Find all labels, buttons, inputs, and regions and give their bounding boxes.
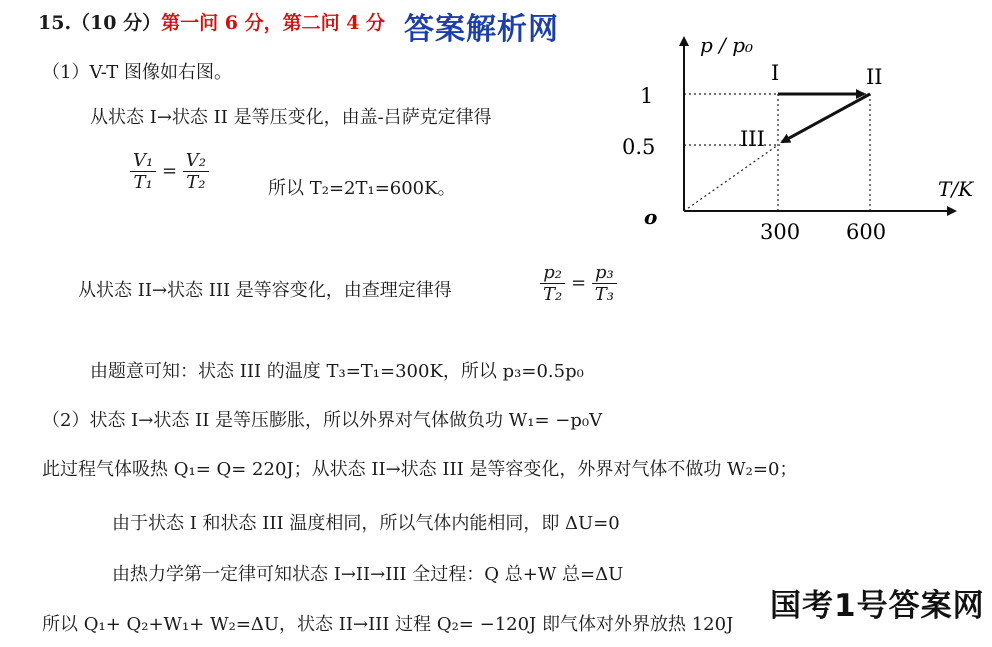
watermark-top: 答案解析网 <box>404 12 559 47</box>
text-line-2: 从状态 I→状态 II 是等压变化，由盖-吕萨克定律得 <box>90 107 492 128</box>
text-line-7: 此过程气体吸热 Q₁= Q= 220J；从状态 II→状态 III 是等容变化，外界对气体不做功 W₂=0； <box>42 459 798 480</box>
x-tick-label: 300 <box>760 220 801 244</box>
scoring-note: 第一问 6 分，第二问 4 分 <box>161 12 386 34</box>
text-line-3-result: 所以 T₂=2T₁=600K。 <box>268 178 456 199</box>
y-axis-label: p / p₀ <box>700 33 754 57</box>
formula-charles <box>540 262 617 305</box>
fraction-numerator: p₃ <box>592 262 617 284</box>
text-line-9: 由热力学第一定律可知状态 I→II→III 全过程：Q 总+W 总=ΔU <box>112 564 624 585</box>
question-number: 15.（10 分） <box>38 12 162 34</box>
fraction-numerator: p₂ <box>540 262 565 284</box>
text-line-4: 从状态 II→状态 III 是等容变化，由查理定律得 <box>78 280 452 301</box>
fraction-numerator: V₂ <box>183 150 209 172</box>
text-line-5: 由题意可知：状态 III 的温度 T₃=T₁=300K，所以 p₃=0.5p₀ <box>90 361 584 382</box>
y-tick-label: 1 <box>640 84 654 108</box>
x-tick-label: 600 <box>846 220 887 244</box>
fraction-right <box>183 150 209 193</box>
fraction-denominator: T₁ <box>133 172 153 193</box>
equals-sign: = <box>161 160 178 182</box>
fraction-denominator: T₂ <box>543 284 563 305</box>
state-label-ii: II <box>866 65 883 89</box>
fraction-left <box>540 262 565 305</box>
x-axis-label: T/K <box>938 177 974 201</box>
equals-sign: = <box>570 272 587 294</box>
text-line-1: （1）V-T 图像如右图。 <box>42 62 232 83</box>
text-line-6: （2）状态 I→状态 II 是等压膨胀，所以外界对气体做负功 W₁= −p₀V <box>42 410 603 431</box>
text-line-8: 由于状态 I 和状态 III 温度相同，所以气体内能相同，即 ΔU=0 <box>112 513 620 534</box>
formula-gay-lussac <box>130 150 209 193</box>
fraction-right <box>592 262 617 305</box>
fraction-denominator: T₂ <box>186 172 206 193</box>
fraction-denominator: T₃ <box>594 284 615 305</box>
pt-graph <box>600 28 990 253</box>
fraction-numerator: V₁ <box>130 150 156 172</box>
guide-line-origin <box>684 145 778 211</box>
state-label-iii: III <box>740 127 765 151</box>
fraction-left <box>130 150 156 193</box>
y-tick-label: 0.5 <box>622 135 656 159</box>
text-line-10: 所以 Q₁+ Q₂+W₁+ W₂=ΔU，状态 II→III 过程 Q₂= −120J 即气体对外界放热 120J <box>42 614 734 635</box>
process-arrow-ii-to-iii <box>782 94 870 142</box>
origin-label: o <box>644 205 658 229</box>
question-header <box>38 8 385 35</box>
watermark-bottom: 国考1号答案网 <box>770 588 985 624</box>
state-label-i: I <box>771 61 780 85</box>
